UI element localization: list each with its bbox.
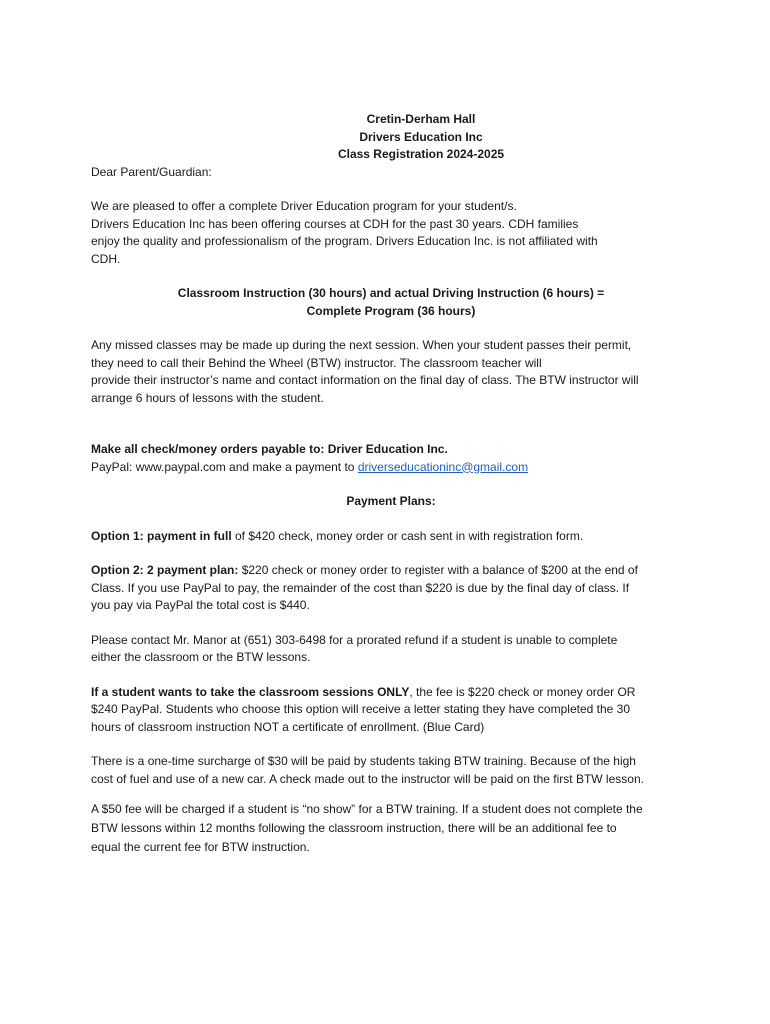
intro-line: Drivers Education Inc has been offering courses at CDH for the past 30 years. CDH families: [91, 216, 579, 231]
refund-line: Please contact Mr. Manor at (651) 303-6498 for a prorated refund if a student is unable to complete: [91, 632, 618, 647]
payable-section: [91, 441, 691, 476]
option2-line: Class. If you use PayPal to pay, the remainder of the cost than $220 is due by the final day of class. If: [91, 580, 630, 595]
no-show-line: BTW lessons within 12 months following the classroom instruction, there will be an additional fee to: [91, 821, 617, 835]
intro-line: CDH.: [91, 251, 121, 266]
payment-plans-title: Payment Plans:: [346, 494, 436, 508]
missed-line: they need to call their Behind the Wheel (BTW) instructor. The classroom teacher will: [91, 355, 542, 370]
classroom-only-line: hours of classroom instruction NOT a certificate of enrollment. (Blue Card): [91, 719, 485, 734]
missed-classes-paragraph: [91, 337, 691, 407]
no-show-line: A $50 fee will be charged if a student is “no show” for a BTW training. If a student does not complete the: [91, 802, 643, 816]
classroom-only-paragraph: [91, 684, 691, 737]
option1-paragraph: [91, 528, 691, 546]
no-show-paragraph: [91, 800, 691, 857]
no-show-line: equal the current fee for BTW instruction.: [91, 840, 310, 854]
letter-body: [91, 111, 691, 857]
missed-line: arrange 6 hours of lessons with the student.: [91, 390, 324, 405]
email-link[interactable]: driverseducationinc@gmail.com: [357, 459, 529, 474]
payable-to: Make all check/money orders payable to: Driver Education Inc.: [91, 442, 448, 456]
surcharge-line: There is a one-time surcharge of $30 will be paid by students taking BTW training. Because of the high: [91, 754, 636, 768]
program-line: Complete Program (36 hours): [306, 303, 476, 318]
option2-paragraph: [91, 562, 691, 615]
paypal-line: [91, 459, 691, 477]
refund-paragraph: [91, 632, 691, 667]
classroom-only-line: , the fee is $220 check or money order OR: [409, 684, 636, 699]
option2-label: Option 2: 2 payment plan:: [91, 563, 239, 577]
intro-paragraph: [91, 198, 691, 268]
classroom-only-line: $240 PayPal. Students who choose this option will receive a letter stating they have completed the 30: [91, 702, 630, 716]
refund-line: either the classroom or the BTW lessons.: [91, 650, 311, 664]
program-line: Classroom Instruction (30 hours) and actual Driving Instruction (6 hours) =: [177, 286, 605, 300]
greeting: Dear Parent/Guardian:: [91, 164, 212, 179]
paypal-text: PayPal: www.paypal.com and make a payment to: [91, 459, 358, 474]
intro-line: enjoy the quality and professionalism of the program. Drivers Education Inc. is not affiliated with: [91, 234, 598, 248]
missed-line: Any missed classes may be made up during the next session. When your student passes their permit,: [91, 338, 632, 352]
intro-line: We are pleased to offer a complete Driver Education program for your student/s.: [91, 199, 517, 213]
surcharge-line: cost of fuel and use of a new car. A check made out to the instructor will be paid on the first BTW lesson.: [91, 771, 644, 786]
missed-line: provide their instructor’s name and contact information on the final day of class. The BTW instructor will: [91, 373, 639, 387]
company-name: Drivers Education Inc: [359, 129, 483, 144]
option2-line: you pay via PayPal the total cost is $440.: [91, 598, 310, 612]
option1-label: Option 1: payment in full: [91, 528, 232, 543]
program-summary: [91, 285, 691, 320]
option1-text: of $420 check, money order or cash sent in with registration form.: [231, 528, 584, 543]
school-name: Cretin-Derham Hall: [366, 112, 476, 126]
registration-title: Class Registration 2024-2025: [337, 147, 505, 161]
option2-line: $220 check or money order to register with a balance of $200 at the end of: [238, 563, 638, 577]
classroom-only-label: If a student wants to take the classroom sessions ONLY: [91, 684, 410, 699]
letter-header: [91, 111, 691, 164]
surcharge-paragraph: [91, 753, 691, 788]
